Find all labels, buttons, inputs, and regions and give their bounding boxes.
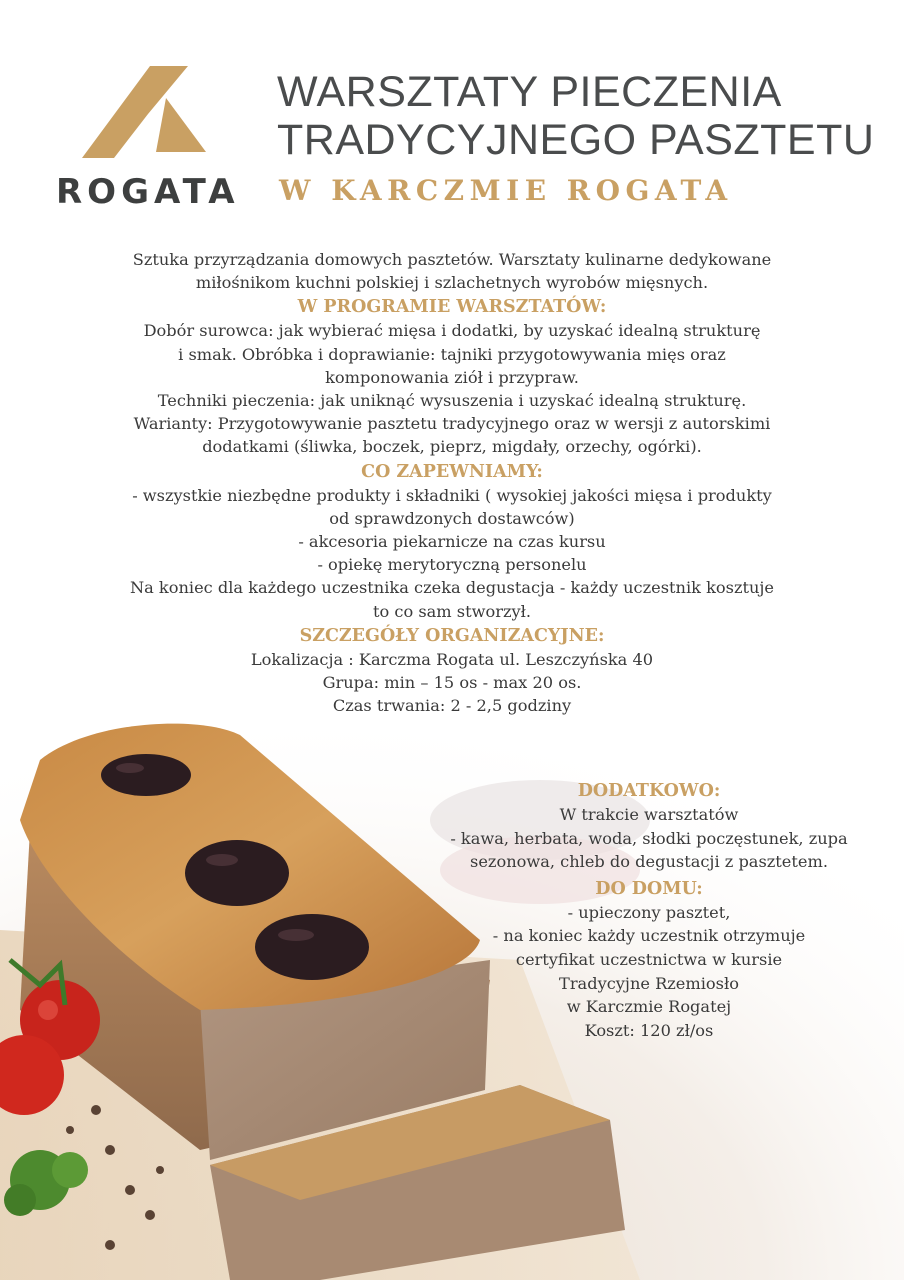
program-line: Dobór surowca: jak wybierać mięsa i dodatki, by uzyskać idealną strukturę <box>143 321 761 341</box>
details-heading: SZCZEGÓŁY ORGANIZACYJNE: <box>299 625 605 646</box>
price-line: Koszt: 120 zł/os <box>584 1020 714 1040</box>
home-line: Tradycyjne Rzemiosło <box>559 973 739 993</box>
extras-column <box>430 776 868 1042</box>
program-line: dodatkami (śliwka, boczek, pieprz, migdały, orzechy, ogórki). <box>202 437 702 457</box>
extra-line: W trakcie warsztatów <box>559 805 739 824</box>
title-line: WARSZTATY PIECZENIA <box>277 68 782 116</box>
home-line: - na koniec każdy uczestnik otrzymuje <box>492 926 806 946</box>
home-line: - upieczony pasztet, <box>567 902 731 922</box>
provide-line: - akcesoria piekarnicze na czas kursu <box>298 532 606 552</box>
program-line: Warianty: Przygotowywanie pasztetu tradycyjnego oraz w wersji z autorskimi <box>133 414 771 434</box>
intro-line: Sztuka przyrządzania domowych pasztetów. Warsztaty kulinarne dedykowane <box>132 250 772 269</box>
title-line: TRADYCYJNEGO PASZTETU <box>277 116 875 164</box>
page-title <box>277 68 874 164</box>
provide-line: to co sam stworzył. <box>372 601 532 621</box>
brand-wordmark: ROGATA <box>56 172 240 212</box>
extra-heading: DODATKOWO: <box>577 781 721 801</box>
home-heading: DO DOMU: <box>595 878 703 899</box>
details-line: Grupa: min – 15 os - max 20 os. <box>322 673 582 693</box>
page-subtitle: W KARCZMIE ROGATA <box>279 174 733 207</box>
home-line: w Karczmie Rogatej <box>566 997 732 1017</box>
home-line: certyfikat uczestnictwa w kursie <box>515 949 783 969</box>
program-line: i smak. Obróbka i doprawianie: tajniki przygotowywania mięs oraz <box>178 344 726 364</box>
provide-line: - wszystkie niezbędne produkty i składniki ( wysokiej jakości mięsa i produkty <box>132 485 772 505</box>
extra-line: - kawa, herbata, woda, słodki poczęstunek, zupa <box>450 828 848 848</box>
provide-line: Na koniec dla każdego uczestnika czeka degustacja - każdy uczestnik kosztuje <box>129 578 775 598</box>
program-heading: W PROGRAMIE WARSZTATÓW: <box>297 297 607 318</box>
provide-heading: CO ZAPEWNIAMY: <box>361 461 543 482</box>
provide-line: - opiekę merytoryczną personelu <box>317 555 587 575</box>
main-content <box>100 248 804 717</box>
extra-line: sezonowa, chleb do degustacji z pasztetem. <box>470 852 828 872</box>
rogata-logo-icon <box>78 64 210 164</box>
details-line: Lokalizacja : Karczma Rogata ul. Leszczyńska 40 <box>250 649 654 669</box>
program-line: Techniki pieczenia: jak uniknąć wysuszenia i uzyskać idealną strukturę. <box>157 391 747 411</box>
program-line: komponowania ziół i przypraw. <box>325 367 579 387</box>
intro-line: miłośnikom kuchni polskiej i szlachetnych wyrobów mięsnych. <box>195 273 709 293</box>
details-line: Czas trwania: 2 - 2,5 godziny <box>332 696 572 716</box>
provide-line: od sprawdzonych dostawców) <box>329 508 575 528</box>
